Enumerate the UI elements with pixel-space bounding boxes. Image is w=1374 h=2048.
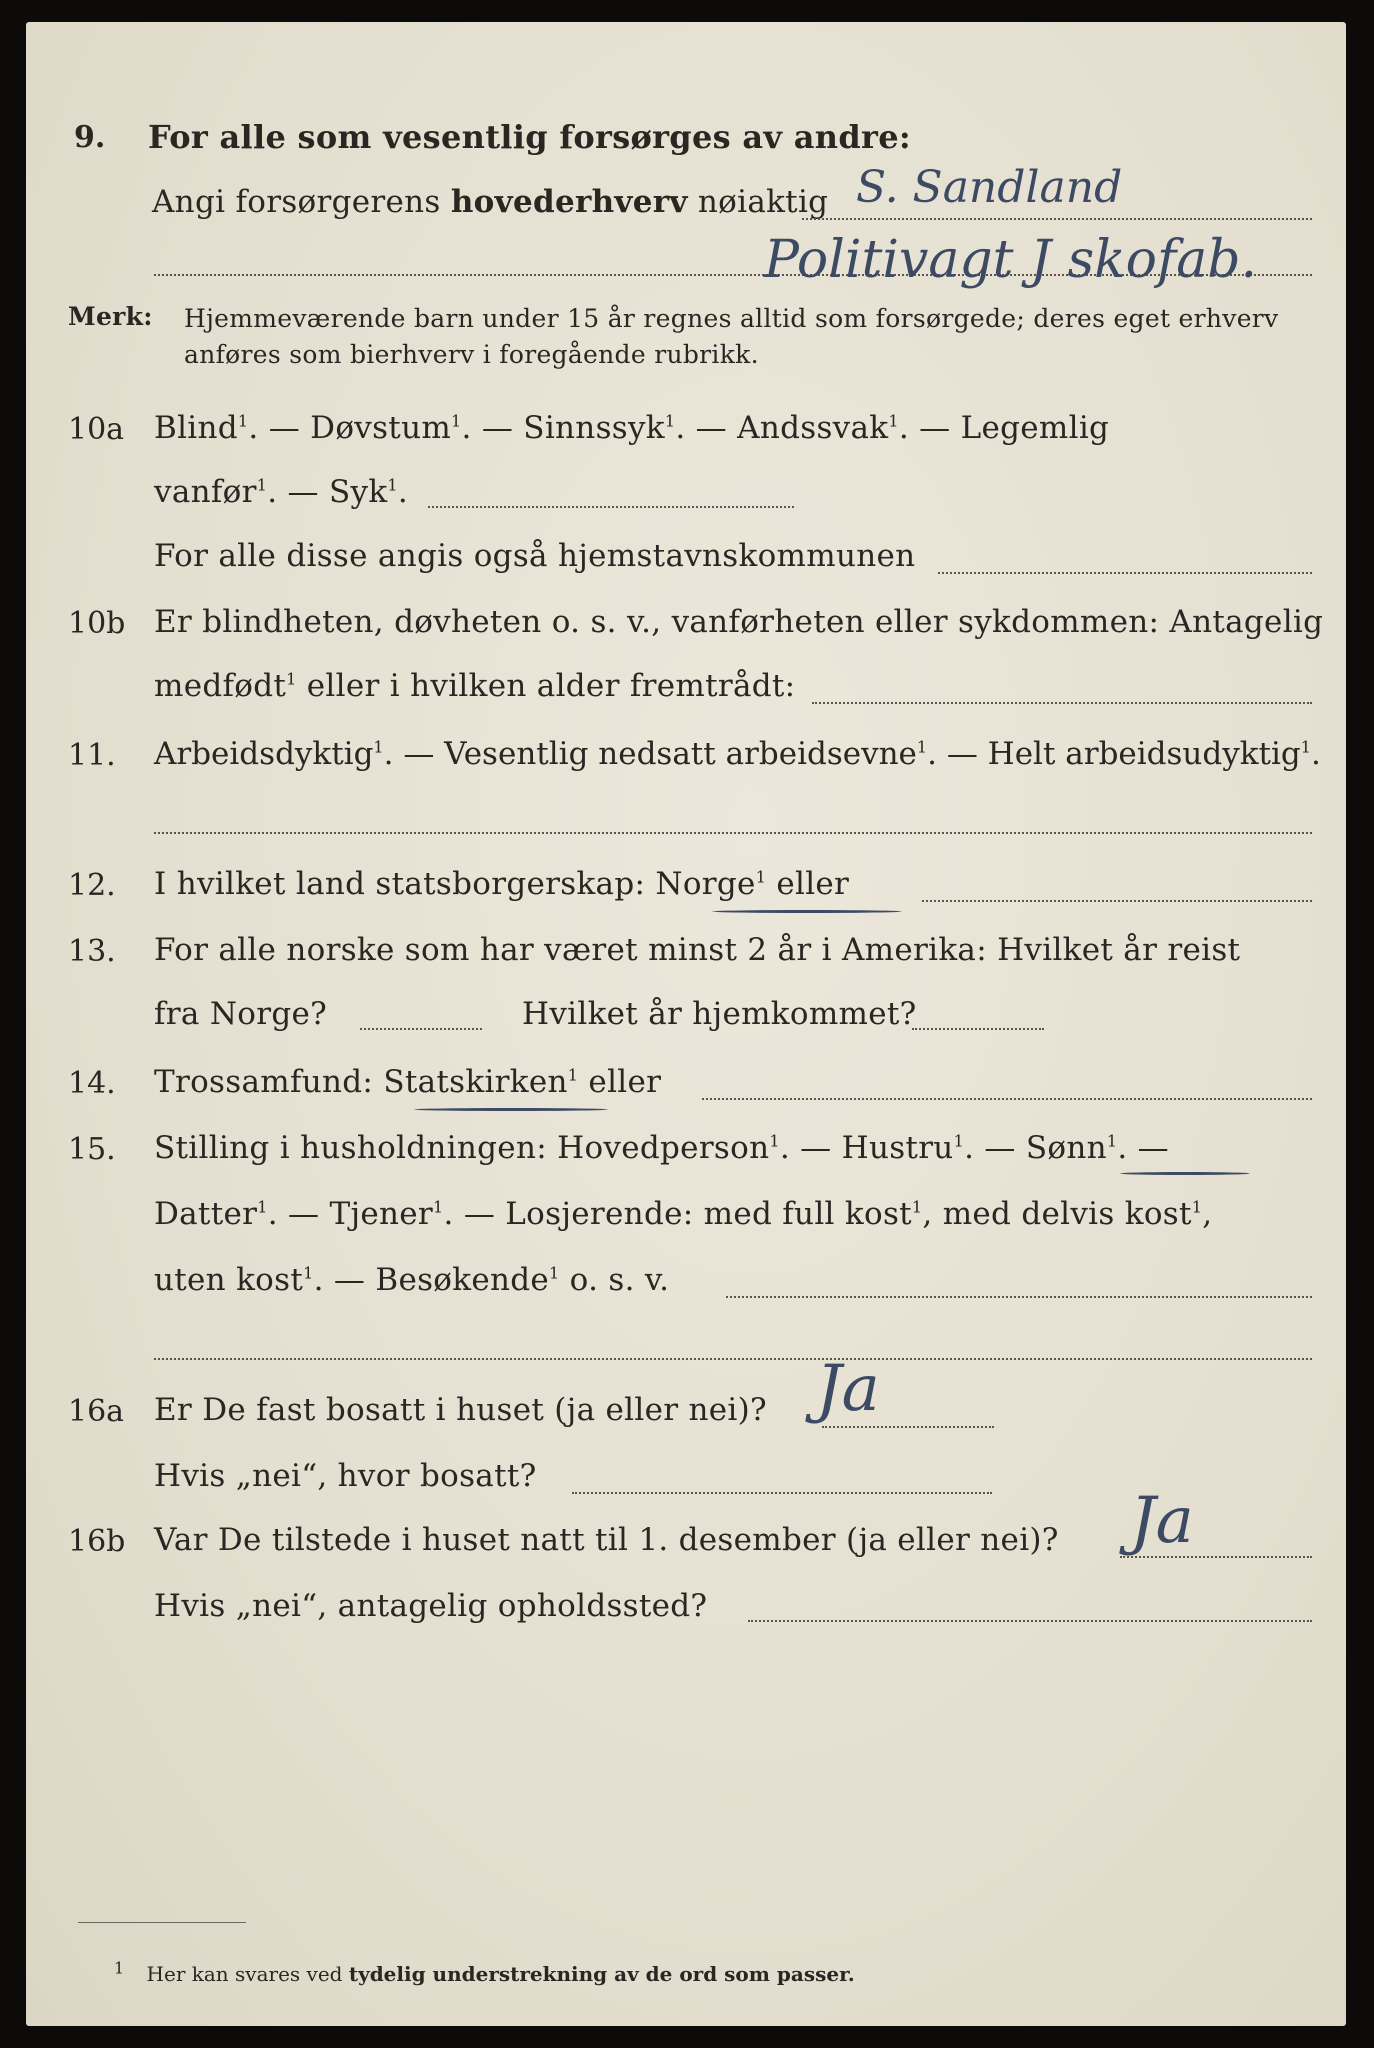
form-page	[26, 22, 1346, 2026]
footnote-mark: 1	[387, 475, 398, 495]
item-11-sep1: . —	[383, 736, 445, 772]
item-9-line2-b: hovederhverv	[450, 184, 688, 220]
item-15-opt4: Datter	[154, 1196, 258, 1232]
note-line1: Hjemmeværende barn under 15 år regnes alltid som forsørgede; deres eget erhverv	[184, 304, 1279, 333]
item-10a-sep4: . — Legemlig	[898, 410, 1110, 446]
item-12-or: eller	[766, 866, 850, 902]
item-15-sep1: . —	[779, 1130, 842, 1166]
item-13-line2-b: Hvilket år hjemkommet?	[522, 996, 917, 1032]
item-15-opt1: Hovedperson	[557, 1130, 770, 1166]
item-12-opt-norge: Norge	[655, 866, 756, 902]
item-15-number: 15.	[68, 1132, 116, 1167]
item-14-answer-line	[702, 1098, 1312, 1100]
item-15-line1	[154, 1130, 1169, 1166]
item-11-answer-line	[154, 832, 1312, 834]
item-14-number: 14.	[68, 1066, 116, 1101]
footnote-mark: 1	[888, 411, 899, 431]
item-11-opt3: Helt arbeidsudyktig	[987, 736, 1301, 772]
item-15-line2	[154, 1196, 1212, 1232]
item-11-opt1: Arbeidsdyktig	[154, 736, 374, 772]
item-15-answer-line-2	[154, 1358, 1312, 1360]
item-16a-answer-line-2	[572, 1492, 992, 1494]
item-10a-end: .	[397, 474, 409, 510]
footnote-mark: 1	[1191, 1197, 1203, 1217]
footnote-mark: 1	[916, 737, 928, 757]
item-13-line2-a: fra Norge?	[154, 996, 328, 1032]
item-11-sep2: . —	[927, 736, 988, 772]
item-15-sonn-underline	[1120, 1172, 1250, 1175]
item-12-answer-line	[922, 900, 1312, 902]
item-15-sep5: . — Losjerende:	[443, 1196, 704, 1232]
item-10a-line2	[154, 474, 408, 510]
item-10a-line1	[154, 410, 1109, 446]
item-10a-sep3: . —	[675, 410, 738, 446]
item-11-end: .	[1310, 736, 1321, 772]
item-10a-opt-dovstum: Døvstum	[310, 410, 452, 446]
footnote-separator	[78, 1922, 246, 1923]
item-15-sep4: . —	[267, 1196, 330, 1232]
footnote-mark: 1	[567, 1065, 579, 1085]
item-9-line2	[152, 184, 828, 220]
item-15-end: o. s. v.	[559, 1262, 670, 1298]
footnote-mark: 1	[1106, 1131, 1118, 1151]
footnote	[114, 1958, 855, 1986]
item-15-sep8: . —	[313, 1262, 376, 1298]
footnote-mark: 1	[549, 1263, 560, 1283]
item-15-question: Stilling i husholdningen:	[154, 1130, 558, 1166]
item-14-or: eller	[578, 1064, 662, 1100]
item-14-opt: Statskirken	[383, 1064, 568, 1100]
item-14-underline	[414, 1108, 608, 1111]
footnote-mark: 1	[755, 867, 767, 887]
item-13-answer-line-1	[360, 1028, 482, 1030]
item-10a-opt-syk: Syk	[328, 474, 388, 510]
item-10a-opt-vanfor: vanfør	[154, 474, 257, 510]
item-15-line3	[154, 1262, 669, 1298]
item-15-opt5: Tjener	[329, 1196, 434, 1232]
item-10b-line1: Er blindheten, døvheten o. s. v., vanførheten eller sykdommen: Antagelig	[154, 604, 1324, 640]
item-10b-line2-b: eller i hvilken alder fremtrådt:	[296, 668, 796, 704]
item-10a-sep2: . —	[461, 410, 524, 446]
item-15-answer-line-1	[726, 1296, 1312, 1298]
note-label: Merk:	[68, 302, 153, 331]
item-12-line1	[154, 866, 849, 902]
footnote-mark: 1	[953, 1131, 965, 1151]
footnote-text-a: Her kan svares ved	[146, 1962, 343, 1986]
footnote-mark: 1	[769, 1131, 780, 1151]
item-15-opt7: med delvis kost	[942, 1196, 1192, 1232]
item-12-question: I hvilket land statsborgerskap:	[154, 866, 656, 902]
footnote-mark: 1	[1300, 737, 1311, 757]
item-9-line1: For alle som vesentlig forsørges av andre:	[148, 118, 911, 156]
item-11-line1	[154, 736, 1321, 772]
item-10b-answer-line	[812, 702, 1312, 704]
item-11-opt2: Vesentlig nedsatt arbeidsevne	[444, 736, 917, 772]
item-13-answer-line-2	[912, 1028, 1044, 1030]
item-15-opt2: Hustru	[841, 1130, 954, 1166]
footnote-mark: 1	[114, 1958, 125, 1978]
item-16b-number: 16b	[68, 1524, 126, 1559]
item-16a-line1: Er De fast bosatt i huset (ja eller nei)?	[154, 1392, 767, 1428]
item-16a-line2: Hvis „nei“, hvor bosatt?	[154, 1458, 537, 1494]
item-10a-answer-line-2	[938, 572, 1312, 574]
item-14-question: Trossamfund:	[154, 1064, 384, 1100]
item-9-line2-a: Angi forsørgerens	[152, 184, 441, 220]
footnote-mark: 1	[911, 1197, 923, 1217]
item-10a-opt-sinnssyk: Sinnssyk	[523, 410, 665, 446]
footnote-mark: 1	[257, 1197, 268, 1217]
item-10a-line3: For alle disse angis også hjemstavnskommunen	[154, 538, 916, 574]
footnote-mark: 1	[664, 411, 676, 431]
item-15-sep6: ,	[922, 1196, 943, 1232]
item-15-opt3: Sønn	[1025, 1130, 1107, 1166]
item-10a-sep1: . —	[248, 410, 311, 446]
footnote-mark: 1	[373, 737, 384, 757]
item-16b-handwriting: Ja	[1130, 1484, 1194, 1558]
item-10a-opt-andssvak: Andssvak	[737, 410, 889, 446]
item-13-number: 13.	[68, 934, 116, 969]
item-10a-number: 10a	[68, 412, 125, 447]
item-10b-line2	[154, 668, 795, 704]
footnote-mark: 1	[433, 1197, 444, 1217]
footnote-mark: 1	[256, 475, 268, 495]
item-12-number: 12.	[68, 868, 116, 903]
item-16b-line2: Hvis „nei“, antagelig opholdssted?	[154, 1588, 708, 1624]
item-16b-line1: Var De tilstede i huset natt til 1. desember (ja eller nei)?	[154, 1522, 1059, 1558]
item-10b-number: 10b	[68, 606, 126, 641]
item-10b-line2-a: medfødt	[154, 668, 287, 704]
item-9-handwriting-1: S. Sandland	[856, 162, 1123, 213]
item-9-number: 9.	[74, 120, 106, 155]
note-line2: anføres som bierhverv i foregående rubrikk.	[184, 340, 759, 369]
item-11-number: 11.	[68, 738, 116, 773]
item-15-opt8: uten kost	[154, 1262, 304, 1298]
item-9-handwriting-2: Politivagt J skofab.	[764, 230, 1258, 290]
item-9-answer-line-1	[802, 218, 1312, 220]
item-16a-answer-line-1	[822, 1426, 994, 1428]
item-12-norge-underline	[712, 910, 902, 913]
footnote-mark: 1	[237, 411, 249, 431]
item-15-sep2: . —	[964, 1130, 1026, 1166]
item-9-line2-c: nøiaktig	[697, 184, 829, 220]
footnote-mark: 1	[303, 1263, 314, 1283]
item-15-opt9: Besøkende	[375, 1262, 550, 1298]
item-16b-answer-line-2	[748, 1620, 1312, 1622]
item-16a-handwriting: Ja	[816, 1352, 880, 1426]
item-10a-answer-line-1	[428, 506, 794, 508]
item-15-sep3: . —	[1117, 1130, 1169, 1166]
footnote-mark: 1	[286, 669, 297, 689]
item-16a-number: 16a	[68, 1394, 125, 1429]
item-13-line1: For alle norske som har været minst 2 år i Amerika: Hvilket år reist	[154, 932, 1241, 968]
footnote-text-bold: tydelig understrekning av de ord som passer.	[348, 1962, 855, 1986]
item-10a-opt-blind: Blind	[154, 410, 238, 446]
item-14-line1	[154, 1064, 661, 1100]
item-15-sep7: ,	[1202, 1196, 1213, 1232]
item-10a-sep5: . —	[267, 474, 329, 510]
footnote-mark: 1	[451, 411, 462, 431]
item-15-opt6: med full kost	[703, 1196, 912, 1232]
